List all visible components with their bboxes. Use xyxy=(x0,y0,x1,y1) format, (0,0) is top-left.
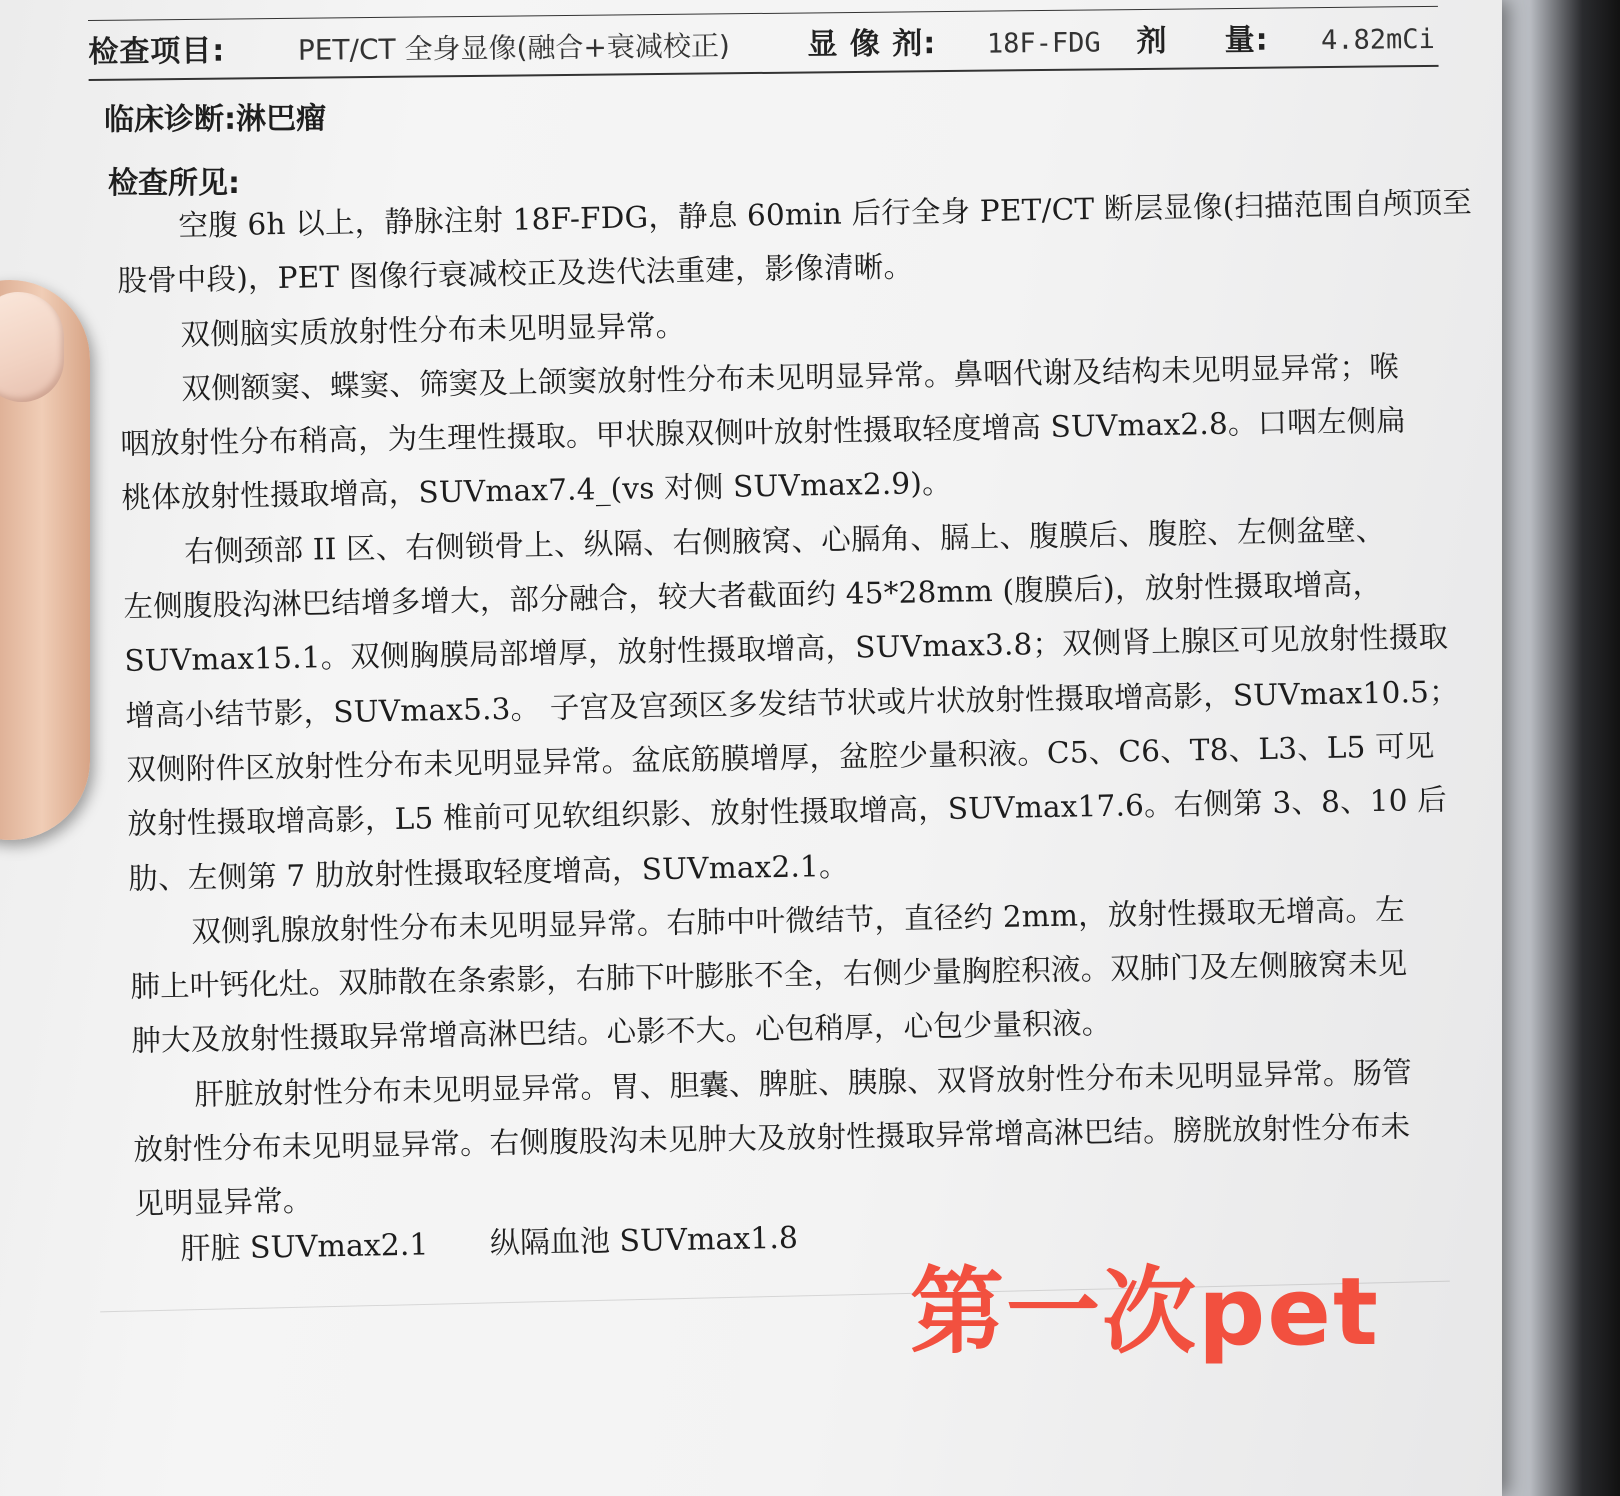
dose-value: 4.82mCi xyxy=(1320,23,1435,57)
findings-line: 双侧脑实质放射性分布未见明显异常。 xyxy=(180,308,686,352)
exam-item-label-wrap xyxy=(88,25,288,71)
findings-line: 桃体放射性摄取增高，SUVmax7.4_(vs 对侧 SUVmax2.9)。 xyxy=(121,466,953,516)
mediastinal-blood-pool-suv: 纵隔血池 SUVmax1.8 xyxy=(489,1220,799,1262)
agent-label-wrap xyxy=(807,18,977,64)
diagnosis-value: 淋巴瘤 xyxy=(235,101,327,137)
findings-body xyxy=(116,176,1473,1231)
exam-item-value: PET/CT 全身显像(融合+衰减校正) xyxy=(297,29,731,67)
findings-line: 放射性分布未见明显异常。右侧腹股沟未见肿大及放射性摄取异常增高淋巴结。膀胱放射性分布未 xyxy=(133,1109,1411,1167)
agent-label: 显 像 剂: xyxy=(807,26,937,63)
agent-value: 18F-FDG xyxy=(986,27,1101,60)
findings-line: 见明显异常。 xyxy=(134,1183,313,1222)
findings-line: 咽放射性分布稍高，为生理性摄取。甲状腺双侧叶放射性摄取轻度增高 SUVmax2.8。口咽左侧扁 xyxy=(120,403,1407,462)
agent-value-wrap xyxy=(987,24,1127,60)
exam-item-label: 检查项目: xyxy=(88,33,226,70)
dose-value-wrap xyxy=(1321,21,1435,57)
findings-line: 双侧乳腺放射性分布未见明显异常。右肺中叶微结节，直径约 2mm，放射性摄取无增高。左 xyxy=(191,892,1406,949)
clinical-diagnosis xyxy=(104,93,326,139)
findings-line: 肝脏放射性分布未见明显异常。胃、胆囊、脾脏、胰腺、双肾放射性分布未见明显异常。肠管 xyxy=(194,1055,1413,1112)
findings-line: 肺上叶钙化灶。双肺散在条索影，右肺下叶膨胀不全，右侧少量胸腔积液。双肺门及左侧腋窝未见 xyxy=(130,946,1408,1005)
findings-line: 空腹 6h 以上，静脉注射 18F-FDG，静息 60min 后行全身 PET/CT 断层显像(扫描范围自颅顶至 xyxy=(178,185,1473,243)
findings-line: 增高小结节影，SUVmax5.3。 子宫及宫颈区多发结节状或片状放射性摄取增高影，SUVmax10.5； xyxy=(125,674,1460,733)
findings-line: 左侧腹股沟淋巴结增多增大，部分融合，较大者截面约 45*28mm (腹膜后)，放射性摄取增高， xyxy=(123,566,1383,625)
findings-line: 双侧附件区放射性分布未见明显异常。盆底筋膜增厚，盆腔少量积液。C5、C6、T8、L3、L5 可见 xyxy=(126,728,1435,787)
findings-line: 放射性摄取增高影，L5 椎前可见软组织影、放射性摄取增高，SUVmax17.6。右侧第 3、8、10 后 xyxy=(127,782,1448,842)
liver-suv: 肝脏 SUVmax2.1 xyxy=(180,1227,429,1267)
exam-item-value-wrap xyxy=(298,24,798,69)
findings-line: 双侧额窦、蝶窦、筛窦及上颌窦放射性分布未见明显异常。鼻咽代谢及结构未见明显异常；喉 xyxy=(181,349,1400,406)
findings-title: 检查所见: xyxy=(108,166,240,201)
dose-label: 剂 量: xyxy=(1136,22,1269,60)
findings-line: 右侧颈部 II 区、右侧锁骨上、纵隔、右侧腋窝、心膈角、膈上、腹膜后、腹腔、左侧盆壁、 xyxy=(184,512,1386,569)
findings-line: 肿大及放射性摄取异常增高淋巴结。心影不大。心包稍厚，心包少量积液。 xyxy=(131,1006,1112,1059)
findings-line: SUVmax15.1。双侧胸膜局部增厚，放射性摄取增高，SUVmax3.8；双侧肾上腺区可见放射性摄取 xyxy=(124,620,1449,679)
exam-header xyxy=(88,6,1439,81)
diagnosis-label: 临床诊断: xyxy=(103,101,237,138)
findings-line: 股骨中段)，PET 图像行衰减校正及迭代法重建，影像清晰。 xyxy=(117,249,914,299)
dose-label-wrap xyxy=(1136,14,1311,60)
findings-line: 肋、左侧第 7 肋放射性摄取轻度增高，SUVmax2.1。 xyxy=(128,848,849,896)
handwritten-annotation: 第一次pet xyxy=(910,1258,1380,1367)
